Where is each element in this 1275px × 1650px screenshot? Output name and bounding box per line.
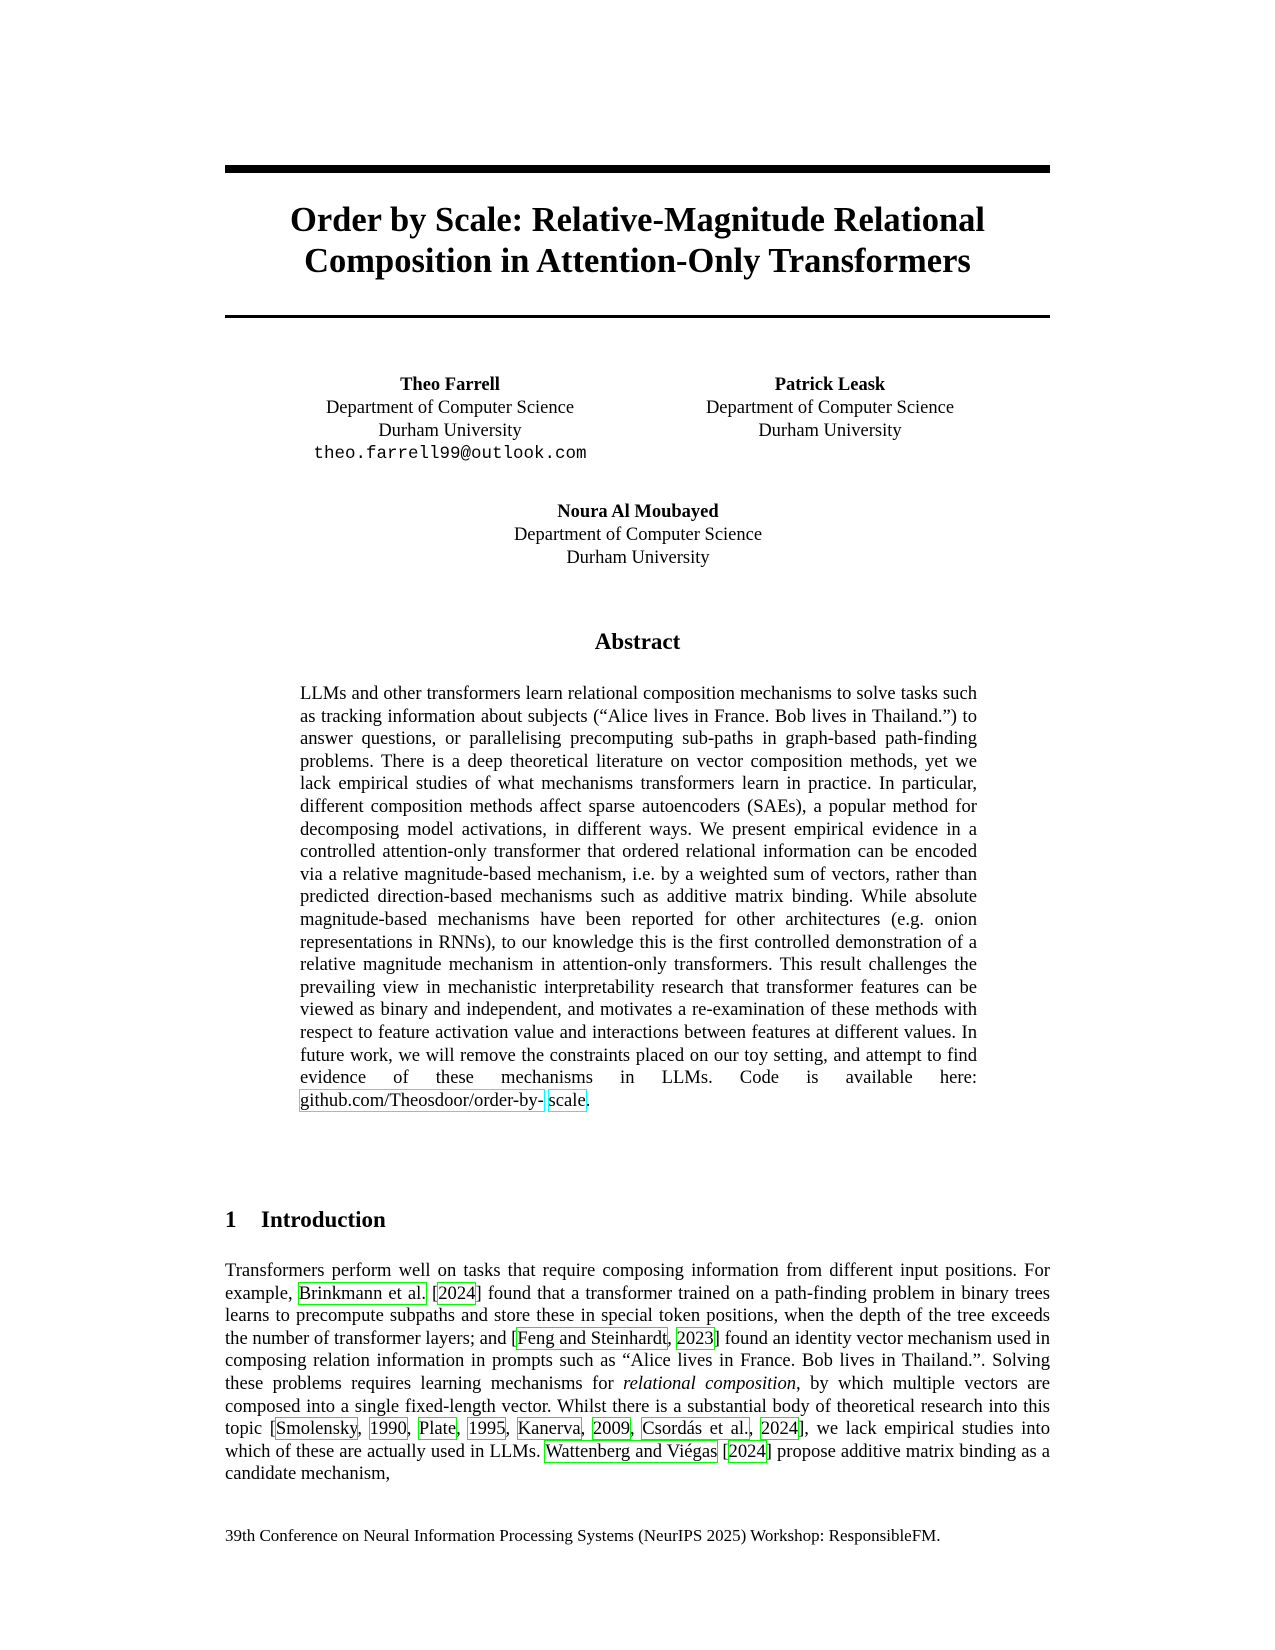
intro-text: ] found an identity vector mechanism used in composing relation information in prompts such as “Alice lives in France. Bob lives in Thailand.”. Solving these problems requires learning mechanisms for <box>225 1327 1051 1394</box>
author-block-farrell <box>290 374 610 466</box>
intro-text: , <box>630 1418 643 1440</box>
citation-plate[interactable]: Plate <box>418 1418 457 1440</box>
citation-kanerva[interactable]: Kanerva <box>517 1418 581 1440</box>
citation-feng-year[interactable]: 2023 <box>676 1327 714 1349</box>
citation-kanerva-year[interactable]: 2009 <box>592 1418 631 1440</box>
title-top-rule <box>225 165 1050 173</box>
author-name: Noura Al Moubayed <box>557 502 719 522</box>
code-link-text-part-1[interactable]: github.com/Theosdoor/order-by- <box>300 1089 544 1111</box>
section-number: 1 <box>225 1207 237 1232</box>
citation-csordas[interactable]: Csordás et al. <box>642 1418 749 1440</box>
title-bottom-rule <box>225 315 1050 318</box>
author-block-leask <box>670 374 990 443</box>
paper-title-line-1: Order by Scale: Relative-Magnitude Relational <box>289 201 986 239</box>
intro-text: ] found that a transformer trained on a path-finding problem in binary trees learns to precompute subpaths and store these in special token positions, when the depth of the tree exceeds the number of transformer layers; and [ <box>225 1282 1051 1349</box>
abstract-end-punct: . <box>585 1089 591 1111</box>
code-link-text-part-2[interactable]: scale <box>548 1089 586 1111</box>
intro-text: , <box>748 1418 761 1440</box>
intro-text: , by which multiple vectors are composed into a single fixed-length vector. Whilst there is a substantial body of theoretical research into this topic [ <box>225 1372 1051 1440</box>
author-email[interactable]: theo.farrell99@outlook.com <box>313 444 587 464</box>
citation-csordas-year[interactable]: 2024 <box>760 1418 799 1440</box>
intro-text: , <box>667 1327 677 1349</box>
venue-footnote: 39th Conference on Neural Information Processing Systems (NeurIPS 2025) Workshop: ResponsibleFM. <box>225 1526 941 1545</box>
paper-title <box>225 200 1050 282</box>
abstract-body-text: LLMs and other transformers learn relational composition mechanisms to solve tasks such as tracking information about subjects (“Alice lives in France. Bob lives in Thailand.”) to answer questions, or parallelising precomputing sub-paths in graph-based path-finding problems. There is a deep theoretical literature on vector composition methods, yet we lack empirical studies of what mechanisms transformers learn in practice. In particular, different composition methods affect sparse autoencoders (SAEs), a popular method for decomposing model activations, in different ways. We present empirical evidence in a controlled attention-only transformer that ordered relational information can be encoded via a relative magnitude-based mechanism, i.e. by a weighted sum of vectors, rather than predicted direction-based mechanisms such as additive matrix binding. While absolute magnitude-based mechanisms have been reported for other architectures (e.g. onion representations in RNNs), to our knowledge this is the first controlled demonstration of a relative magnitude mechanism in attention-only transformers. This result challenges the prevailing view in mechanistic interpretability research that transformer features can be viewed as binary and independent, and motivates a re-examination of these methods with respect to feature activation value and interactions between features at different values. In future work, we will remove the constraints placed on our toy setting, and attempt to find evidence of these mechanisms in LLMs. Code is available here: <box>300 683 977 1089</box>
abstract-text <box>300 683 977 1112</box>
intro-text: [ <box>425 1282 439 1304</box>
intro-text: , <box>456 1418 469 1440</box>
intro-text: [ <box>717 1440 729 1462</box>
author-department: Department of Computer Science <box>513 525 763 545</box>
intro-text: , <box>580 1418 593 1440</box>
citation-smolensky[interactable]: Smolensky <box>275 1418 358 1440</box>
citation-smolensky-year[interactable]: 1990 <box>369 1418 407 1440</box>
citation-plate-year[interactable]: 1995 <box>468 1418 506 1440</box>
intro-text: , <box>357 1418 370 1440</box>
author-affiliation: Durham University <box>758 421 902 441</box>
citation-feng[interactable]: Feng and Steinhardt <box>517 1327 668 1349</box>
author-name: Patrick Leask <box>774 375 886 395</box>
intro-text: ], we lack empirical studies into which of these are actually used in LLMs. <box>225 1418 1051 1462</box>
intro-text: , <box>406 1418 419 1440</box>
author-block-al-moubayed <box>478 501 798 570</box>
section-heading-introduction <box>225 1206 1050 1234</box>
introduction-paragraph <box>225 1260 1050 1486</box>
author-department: Department of Computer Science <box>325 398 575 418</box>
intro-text: ] propose additive matrix binding as a candidate mechanism, <box>225 1440 1050 1485</box>
author-name: Theo Farrell <box>400 375 500 395</box>
citation-wattenberg-year[interactable]: 2024 <box>728 1440 766 1462</box>
citation-wattenberg[interactable]: Wattenberg and Viégas <box>545 1440 718 1462</box>
intro-text: Transformers perform well on tasks that require composing information from different input positions. For example, <box>225 1260 1050 1304</box>
citation-brinkmann-year[interactable]: 2024 <box>438 1282 476 1304</box>
code-link-continued[interactable] <box>549 1090 586 1111</box>
abstract-heading: Abstract <box>594 629 681 654</box>
section-title: Introduction <box>261 1207 386 1232</box>
intro-text: , <box>505 1418 518 1440</box>
paper-title-line-2: Composition in Attention-Only Transformers <box>304 242 971 280</box>
code-link[interactable] <box>300 1090 544 1111</box>
emphasized-term: relational composition <box>623 1372 797 1394</box>
author-affiliation: Durham University <box>566 548 710 568</box>
citation-brinkmann[interactable]: Brinkmann et al. <box>298 1282 426 1304</box>
author-department: Department of Computer Science <box>705 398 955 418</box>
author-affiliation: Durham University <box>378 421 522 441</box>
